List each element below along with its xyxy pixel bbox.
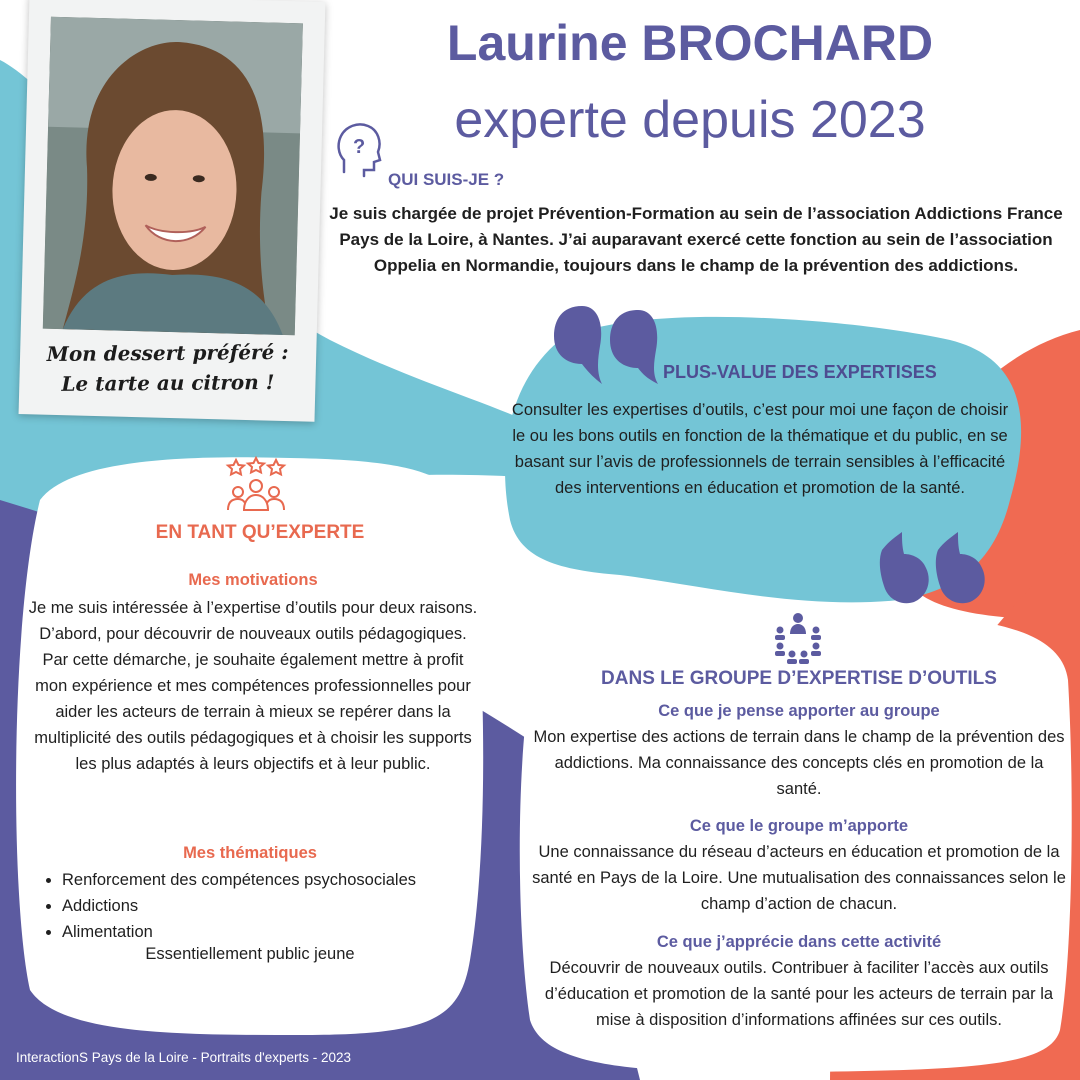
thematiques-title: Mes thématiques bbox=[183, 844, 317, 862]
qui-suis-je-text: Je suis chargée de projet Prévention-Formation au sein de l’association Addictions France Pays de la Loire, à Nantes. J’ai auparavant exercé cette fonction au sein de l’association Oppelia en Normandie, toujours dans le champ de la prévention des addictions. bbox=[329, 204, 1063, 275]
apprecie-title: Ce que j’apprécie dans cette activité bbox=[656, 933, 942, 951]
quote-close-icon bbox=[878, 530, 988, 610]
motivations-title: Mes motivations bbox=[188, 571, 318, 589]
network-group-icon bbox=[772, 612, 824, 664]
apporte-text: Une connaissance du réseau d’acteurs en éducation et promotion de la santé en Pays de la Loire. Une mutualisation des connaissances selon le champ d’action de chacun. bbox=[532, 843, 1066, 913]
caption-line-2: Le tarte au citron ! bbox=[61, 370, 275, 396]
expert-since: experte depuis 2023 bbox=[454, 91, 926, 149]
profile-photo bbox=[43, 17, 303, 335]
question-head-icon bbox=[334, 120, 384, 180]
apporte-title: Ce que le groupe m’apporte bbox=[689, 817, 909, 835]
stars-group-icon bbox=[224, 456, 288, 514]
expert-name: Laurine BROCHARD bbox=[446, 15, 934, 71]
public-note: Essentiellement public jeune bbox=[145, 945, 355, 963]
dessert-caption bbox=[30, 337, 307, 399]
en-tant-qu-experte-title: EN TANT QU’EXPERTE bbox=[155, 522, 365, 543]
plus-value-title: PLUS-VALUE DES EXPERTISES bbox=[663, 362, 937, 382]
apprecie-text: Découvrir de nouveaux outils. Contribuer à faciliter l’accès aux outils d’éducation et promotion de la santé pour les acteurs de terrain par la mise à disposition d’informations affinées sur ces outils. bbox=[544, 959, 1054, 1029]
apporter-text: Mon expertise des actions de terrain dans le champ de la prévention des addictions. Ma connaissance des concepts clés en promotion de la santé. bbox=[533, 728, 1065, 798]
qui-suis-je-title: QUI SUIS-JE ? bbox=[388, 170, 505, 189]
caption-line-1: Mon dessert préféré : bbox=[46, 339, 289, 367]
list-item: • Alimentation bbox=[62, 919, 416, 945]
apporter-title: Ce que je pense apporter au groupe bbox=[658, 702, 940, 720]
motivations-text: Je me suis intéressée à l’expertise d’outils pour deux raisons. D’abord, pour découvrir de nouveaux outils pédagogiques. Par cette démarche, je souhaite également mettre à profit mon expérience et mes compétences professionnelles pour aider les acteurs de terrain à mieux se repérer dans la multiplicité des outils pédagogiques et à choisir les supports les plus adaptés à leurs objectifs et à leur public. bbox=[28, 599, 478, 773]
svg-text:?: ? bbox=[353, 136, 366, 158]
quote-open-icon bbox=[552, 306, 662, 386]
groupe-expertise-title: DANS LE GROUPE D’EXPERTISE D’OUTILS bbox=[601, 668, 997, 689]
list-item: • Renforcement des compétences psychosociales bbox=[62, 867, 416, 893]
thematiques-list bbox=[44, 867, 416, 945]
list-item: • Addictions bbox=[62, 893, 416, 919]
profile-polaroid bbox=[19, 0, 326, 422]
footer-credit: InteractionS Pays de la Loire - Portraits d'experts - 2023 bbox=[16, 1050, 351, 1065]
plus-value-text: Consulter les expertises d’outils, c’est pour moi une façon de choisir le ou les bons outils en fonction de la thématique et du public, en se basant sur l’avis de professionnels de terrain sensibles à l’efficacité des interventions en éducation et promotion de la santé. bbox=[511, 401, 1009, 497]
